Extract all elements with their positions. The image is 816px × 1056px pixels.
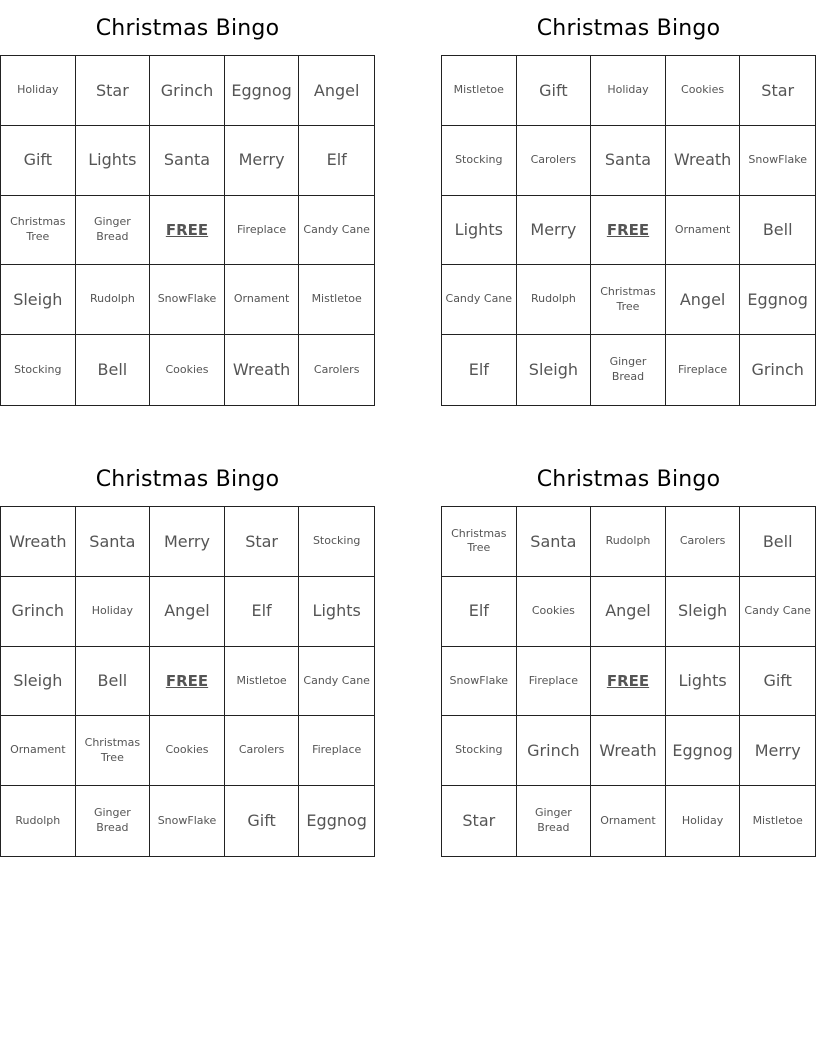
bingo-cell: Fireplace xyxy=(225,196,300,266)
bingo-cell: Angel xyxy=(666,265,741,335)
bingo-cell: Bell xyxy=(740,196,815,266)
bingo-cell: Lights xyxy=(442,196,517,266)
bingo-cell: Fireplace xyxy=(299,716,374,786)
bingo-cell: Carolers xyxy=(517,126,592,196)
bingo-cell: SnowFlake xyxy=(740,126,815,196)
bingo-cell: Gift xyxy=(517,56,592,126)
bingo-cell: Sleigh xyxy=(1,647,76,717)
bingo-cell: Candy Cane xyxy=(299,647,374,717)
bingo-cell: Stocking xyxy=(442,126,517,196)
bingo-cell: Sleigh xyxy=(1,265,76,335)
card-title: Christmas Bingo xyxy=(536,16,721,41)
bingo-cell: Santa xyxy=(517,507,592,577)
bingo-cell: Holiday xyxy=(591,56,666,126)
bingo-grid xyxy=(0,506,375,857)
bingo-cell: Angel xyxy=(591,577,666,647)
bingo-cell: Mistletoe xyxy=(299,265,374,335)
bingo-cell: Bell xyxy=(76,647,151,717)
bingo-cell: Grinch xyxy=(751,360,804,380)
bingo-cell: SnowFlake xyxy=(150,786,225,856)
bingo-cell: Santa xyxy=(150,126,225,196)
bingo-cell: SnowFlake xyxy=(442,647,517,717)
bingo-cell: Ornament xyxy=(591,786,666,856)
bingo-cell: Ginger Bread xyxy=(76,196,151,266)
bingo-cell: Cookies xyxy=(150,716,225,786)
bingo-cell: Gift xyxy=(1,126,76,196)
bingo-cell: Ginger Bread xyxy=(591,335,666,405)
bingo-cell: Eggnog xyxy=(225,56,300,126)
bingo-cell: Sleigh xyxy=(517,335,592,405)
bingo-cell: Wreath xyxy=(1,507,76,577)
bingo-cell: Grinch xyxy=(1,577,76,647)
bingo-grid xyxy=(441,55,816,406)
bingo-cell: Bell xyxy=(740,507,815,577)
bingo-cell: Mistletoe xyxy=(442,56,517,126)
bingo-cell: Stocking xyxy=(1,335,76,405)
bingo-grid xyxy=(441,506,816,857)
bingo-cell: Star xyxy=(442,786,517,856)
bingo-cell: Rudolph xyxy=(76,265,151,335)
bingo-cell: Ornament xyxy=(225,265,300,335)
bingo-cell: Lights xyxy=(666,647,741,717)
card-title: Christmas Bingo xyxy=(95,16,280,41)
bingo-cell: Stocking xyxy=(299,507,374,577)
bingo-cell: Stocking xyxy=(442,716,517,786)
bingo-cell: Star xyxy=(740,56,815,126)
free-space-cell: FREE xyxy=(591,647,666,717)
bingo-cell: Gift xyxy=(740,647,815,717)
free-space-cell: FREE xyxy=(150,196,225,266)
bingo-cell: Elf xyxy=(299,126,374,196)
bingo-cell: Eggnog xyxy=(740,265,815,335)
bingo-cell: Carolers xyxy=(313,362,360,376)
bingo-cell: Santa xyxy=(76,507,151,577)
bingo-cell: Carolers xyxy=(225,716,300,786)
bingo-grid xyxy=(0,55,375,406)
bingo-cell: Gift xyxy=(225,786,300,856)
bingo-cell: Wreath xyxy=(225,335,300,405)
bingo-cell: Holiday xyxy=(76,577,151,647)
bingo-cell: Fireplace xyxy=(666,335,741,405)
bingo-cell: Bell xyxy=(76,335,151,405)
bingo-cell: Merry xyxy=(225,126,300,196)
bingo-cell: Grinch xyxy=(150,56,225,126)
bingo-cell: Christmas Tree xyxy=(442,507,517,577)
bingo-cell: Ornament xyxy=(666,196,741,266)
card-title: Christmas Bingo xyxy=(95,467,280,492)
bingo-cell: Merry xyxy=(517,196,592,266)
bingo-cell: Ornament xyxy=(1,716,76,786)
bingo-cell: Grinch xyxy=(517,716,592,786)
bingo-cell: Star xyxy=(76,56,151,126)
bingo-cell: Ginger Bread xyxy=(517,786,592,856)
free-space-cell: FREE xyxy=(150,647,225,717)
bingo-cell: Wreath xyxy=(666,126,741,196)
bingo-cell: Carolers xyxy=(666,507,741,577)
bingo-cell: Christmas Tree xyxy=(591,265,666,335)
bingo-cell: Christmas Tree xyxy=(1,196,76,266)
bingo-cell: Wreath xyxy=(591,716,666,786)
bingo-cell: Rudolph xyxy=(591,507,666,577)
bingo-cell: SnowFlake xyxy=(150,265,225,335)
bingo-cell: Merry xyxy=(740,716,815,786)
bingo-cell: Eggnog xyxy=(666,716,741,786)
bingo-cell: Elf xyxy=(225,577,300,647)
bingo-cell: Elf xyxy=(442,577,517,647)
bingo-cell: Sleigh xyxy=(666,577,741,647)
card-title: Christmas Bingo xyxy=(536,467,721,492)
bingo-cell: Lights xyxy=(76,126,151,196)
free-space-cell: FREE xyxy=(591,196,666,266)
bingo-cell: Eggnog xyxy=(306,811,367,831)
bingo-cell: Lights xyxy=(299,577,374,647)
bingo-cell: Elf xyxy=(442,335,517,405)
bingo-cell: Rudolph xyxy=(517,265,592,335)
bingo-cell: Holiday xyxy=(1,56,76,126)
bingo-cell: Mistletoe xyxy=(225,647,300,717)
bingo-cell: Rudolph xyxy=(1,786,76,856)
bingo-cell: Cookies xyxy=(517,577,592,647)
bingo-cell: Santa xyxy=(591,126,666,196)
bingo-cell: Cookies xyxy=(666,56,741,126)
bingo-cell: Cookies xyxy=(150,335,225,405)
bingo-cell: Candy Cane xyxy=(442,265,517,335)
bingo-cell: Angel xyxy=(299,56,374,126)
bingo-cell: Star xyxy=(225,507,300,577)
bingo-cell: Merry xyxy=(150,507,225,577)
bingo-cell: Ginger Bread xyxy=(76,786,151,856)
bingo-cell: Angel xyxy=(150,577,225,647)
bingo-cell: Holiday xyxy=(666,786,741,856)
bingo-cell: Fireplace xyxy=(517,647,592,717)
bingo-cell: Candy Cane xyxy=(299,196,374,266)
bingo-cell: Candy Cane xyxy=(740,577,815,647)
bingo-cell: Christmas Tree xyxy=(76,716,151,786)
bingo-cell: Mistletoe xyxy=(752,813,803,827)
